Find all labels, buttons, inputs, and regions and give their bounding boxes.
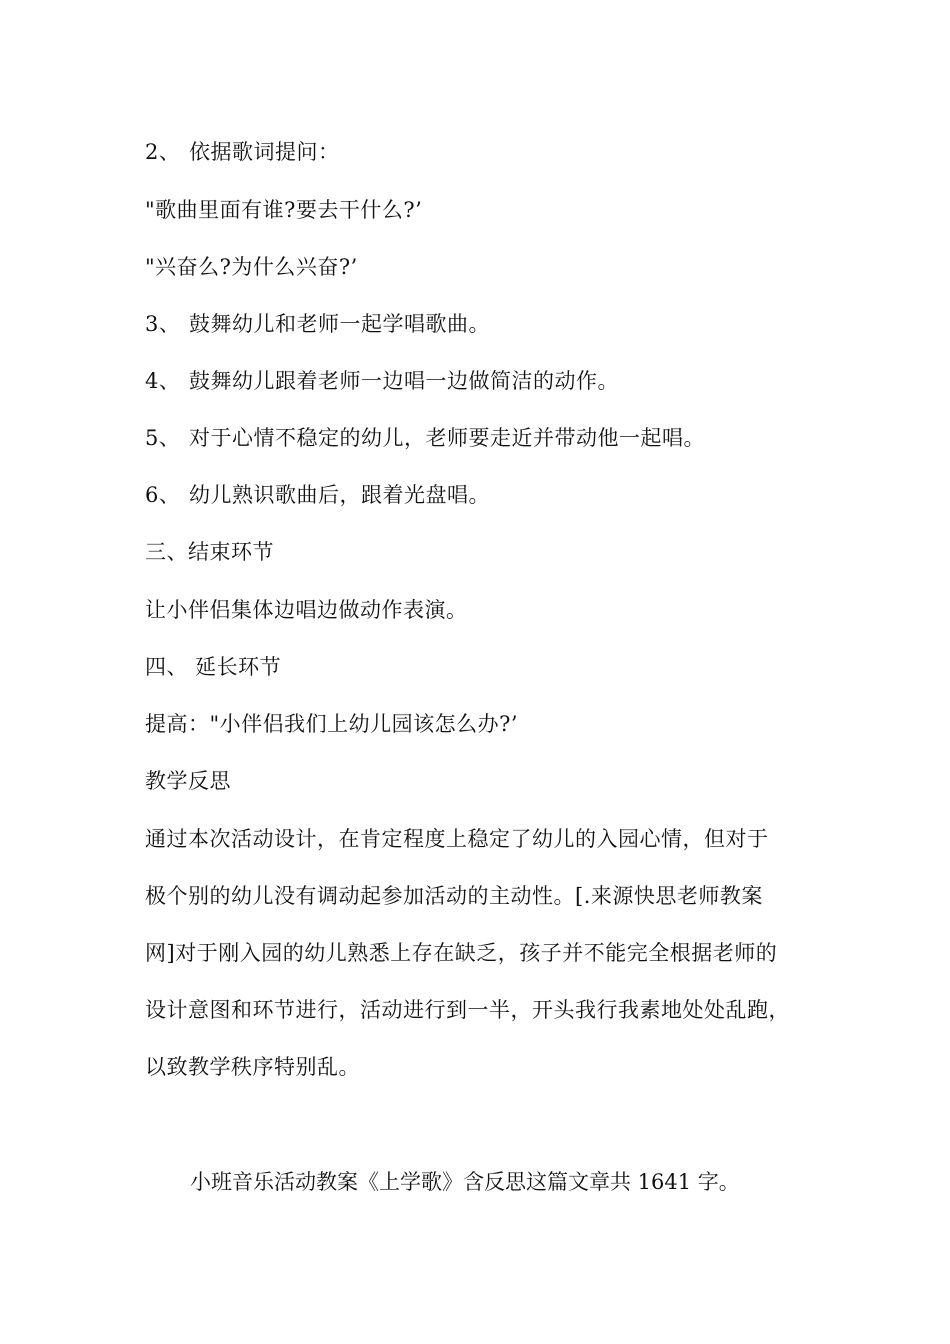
step-number: 3、 — [145, 312, 181, 336]
reflection-line: 极个别的幼儿没有调动起参加活动的主动性。[.来源快思老师教案 — [145, 884, 763, 908]
reflection-line: 网]对于刚入园的幼儿熟悉上存在缺乏，孩子并不能完全根据老师的 — [145, 941, 778, 965]
question-line: "兴奋么?为什么兴奋?’ — [145, 255, 358, 279]
step-item — [145, 424, 705, 452]
step-text: 依据歌词提问： — [189, 140, 340, 164]
step-text: 鼓舞幼儿跟着老师一边唱一边做简洁的动作。 — [189, 369, 619, 393]
step-text: 对于心情不稳定的幼儿，老师要走近并带动他一起唱。 — [189, 426, 705, 450]
footer-note: 小班音乐活动教案《上学歌》含反思这篇文章共 1641 字。 — [190, 1170, 740, 1194]
reflection-line: 以致教学秩序特别乱。 — [145, 1055, 360, 1079]
step-item — [145, 310, 490, 338]
step-text: 幼儿熟识歌曲后，跟着光盘唱。 — [189, 483, 490, 507]
question-line: "歌曲里面有谁?要去干什么?’ — [145, 198, 423, 222]
section-heading: 四、 延长环节 — [145, 655, 282, 679]
step-item — [145, 367, 619, 395]
step-item — [145, 138, 340, 166]
reflection-line: 通过本次活动设计，在肯定程度上稳定了幼儿的入园心情，但对于 — [145, 827, 769, 851]
reflection-line: 设计意图和环节进行，活动进行到一半，开头我行我素地处处乱跑， — [145, 998, 790, 1022]
step-text: 鼓舞幼儿和老师一起学唱歌曲。 — [189, 312, 490, 336]
step-number: 2、 — [145, 140, 181, 164]
reflection-heading: 教学反思 — [145, 769, 231, 793]
step-number: 6、 — [145, 483, 181, 507]
section-heading: 三、结束环节 — [145, 540, 274, 564]
section-text: 让小伴侣集体边唱边做动作表演。 — [145, 598, 468, 622]
step-number: 5、 — [145, 426, 181, 450]
step-number: 4、 — [145, 369, 181, 393]
step-item — [145, 481, 490, 509]
section-text: 提高："小伴侣我们上幼儿园该怎么办?’ — [145, 712, 519, 736]
